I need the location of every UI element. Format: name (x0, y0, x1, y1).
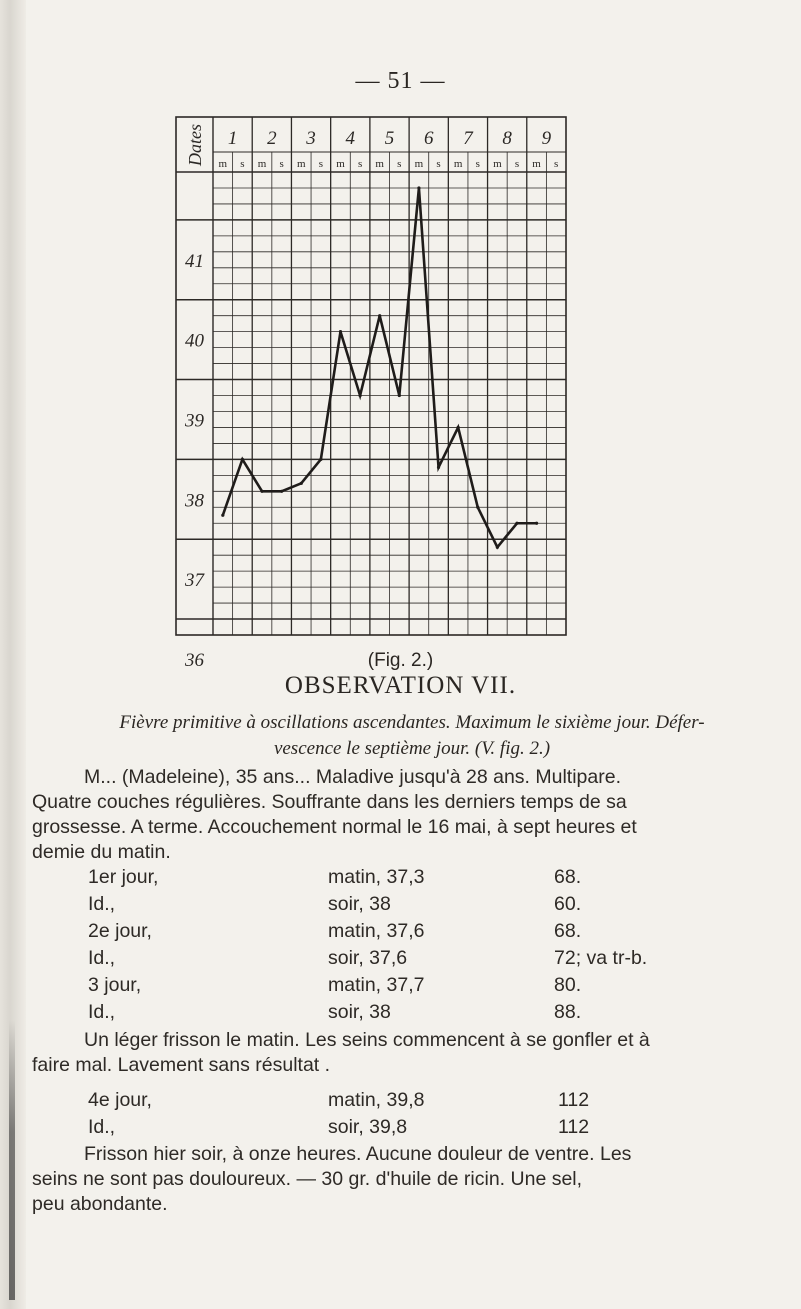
sub-label: m (414, 158, 424, 170)
paragraph-line: peu abondante. (32, 1193, 168, 1215)
page-number: — 51 — (355, 68, 446, 94)
table-row (0, 1116, 801, 1141)
table-pulse: 68. (554, 866, 582, 888)
table-reading: soir, 39,8 (328, 1116, 408, 1138)
table-pulse: 68. (554, 920, 582, 942)
table-pulse: 72; va tr-b. (554, 947, 648, 969)
table-row (0, 1001, 801, 1026)
day-label: 1 (227, 128, 238, 149)
table-reading: soir, 38 (328, 893, 391, 915)
temperature-point (319, 458, 322, 461)
paragraph-line: faire mal. Lavement sans résultat . (32, 1054, 331, 1076)
sub-label: s (240, 158, 245, 170)
sub-label: m (218, 158, 228, 170)
summary-line: vescence le septième jour. (V. fig. 2.) (273, 738, 551, 759)
day-label: 4 (345, 128, 356, 149)
sub-label: s (397, 158, 402, 170)
sub-label: s (357, 158, 363, 170)
table-row (0, 866, 801, 891)
table-pulse: 80. (554, 974, 582, 996)
table-pulse: 88. (554, 1001, 582, 1023)
day-label: 5 (384, 128, 395, 149)
paragraph-line: grossesse. A terme. Accouchement normal le 16 mai, à sept heures et (32, 816, 637, 838)
temperature-point (535, 522, 538, 525)
temperature-point (358, 394, 361, 397)
paragraph-history (32, 765, 738, 865)
table-day: Id., (88, 947, 116, 969)
paragraph-line: seins ne sont pas douloureux. — 30 gr. d'huile de ricin. Une sel, (32, 1168, 583, 1190)
table-pulse: 60. (554, 893, 582, 915)
y-tick-label: 38 (185, 490, 204, 512)
table-day: 4e jour, (88, 1089, 152, 1111)
temperature-point (300, 482, 303, 485)
table-day: Id., (88, 893, 116, 915)
temperature-point (457, 426, 460, 429)
temperature-point (437, 466, 440, 469)
y-tick-label: 36 (185, 649, 204, 671)
figure-caption: (Fig. 2.) (367, 650, 434, 671)
table-day: 1er jour, (88, 866, 159, 888)
table-row (0, 920, 801, 945)
table-row (0, 893, 801, 918)
temperature-point (260, 490, 263, 493)
day-label: 2 (267, 128, 277, 149)
temperature-line (223, 188, 537, 547)
observation-summary (82, 710, 742, 762)
paragraph-line: Un léger frisson le matin. Les seins commencent à se gonfler et à (84, 1029, 650, 1051)
sub-label: s (475, 158, 480, 170)
temperature-point (221, 514, 224, 517)
corner-label-dates: Dates (185, 124, 205, 166)
sub-label: s (318, 158, 324, 170)
observation-title: OBSERVATION VII. (284, 672, 517, 699)
y-tick-label: 39 (185, 410, 204, 432)
table-reading: matin, 37,7 (328, 974, 425, 996)
paragraph-line: M... (Madeleine), 35 ans... Maladive jusqu'à 28 ans. Multipare. (84, 766, 621, 788)
table-row (0, 947, 801, 972)
temperature-point (378, 314, 381, 317)
sub-label: m (493, 158, 502, 170)
paragraph-line: Quatre couches régulières. Souffrante dans les derniers temps de sa (32, 791, 627, 813)
table-pulse: 112 (558, 1116, 590, 1138)
sub-label: s (554, 158, 559, 170)
table-day: Id., (88, 1001, 116, 1023)
sub-label: m (375, 158, 384, 170)
table-day: 2e jour, (88, 920, 152, 942)
table-day: Id., (88, 1116, 116, 1138)
table-reading: matin, 39,8 (328, 1089, 425, 1111)
table-day: 3 jour, (88, 974, 142, 996)
paragraph-line: demie du matin. (32, 841, 171, 863)
day-label: 7 (463, 128, 473, 149)
day-label: 6 (423, 128, 434, 149)
paragraph-followup (32, 1142, 738, 1217)
paragraph-symptoms (32, 1028, 738, 1078)
sub-label: s (514, 158, 520, 170)
temperature-point (280, 490, 283, 493)
table-row (0, 974, 801, 999)
sub-label: m (296, 158, 306, 170)
temperature-point (398, 394, 401, 397)
temperature-point (515, 522, 518, 525)
day-label: 9 (541, 128, 552, 149)
sub-label: m (453, 158, 463, 170)
y-tick-label: 37 (185, 570, 204, 592)
temperature-point (496, 546, 499, 549)
table-reading: soir, 38 (328, 1001, 391, 1023)
table-reading: matin, 37,3 (328, 866, 425, 888)
paragraph-line: Frisson hier soir, à onze heures. Aucune douleur de ventre. Les (84, 1143, 632, 1165)
y-tick-label: 41 (185, 250, 204, 272)
day-label: 8 (502, 128, 512, 149)
sub-label: s (279, 158, 284, 170)
temperature-point (417, 186, 420, 189)
sub-label: m (257, 158, 267, 170)
sub-label: s (436, 158, 441, 170)
table-reading: soir, 37,6 (328, 947, 408, 969)
summary-line: Fièvre primitive à oscillations ascendantes. Maximum le sixième jour. Défer- (119, 712, 705, 733)
temperature-point (241, 458, 244, 461)
sub-label: m (532, 158, 541, 170)
sub-label: m (336, 158, 345, 170)
table-row (0, 1089, 801, 1114)
temperature-point (339, 330, 342, 333)
table-pulse: 112 (558, 1089, 590, 1111)
y-tick-label: 40 (185, 330, 204, 352)
temperature-point (476, 506, 479, 509)
table-reading: matin, 37,6 (328, 920, 425, 942)
day-label: 3 (306, 128, 316, 149)
